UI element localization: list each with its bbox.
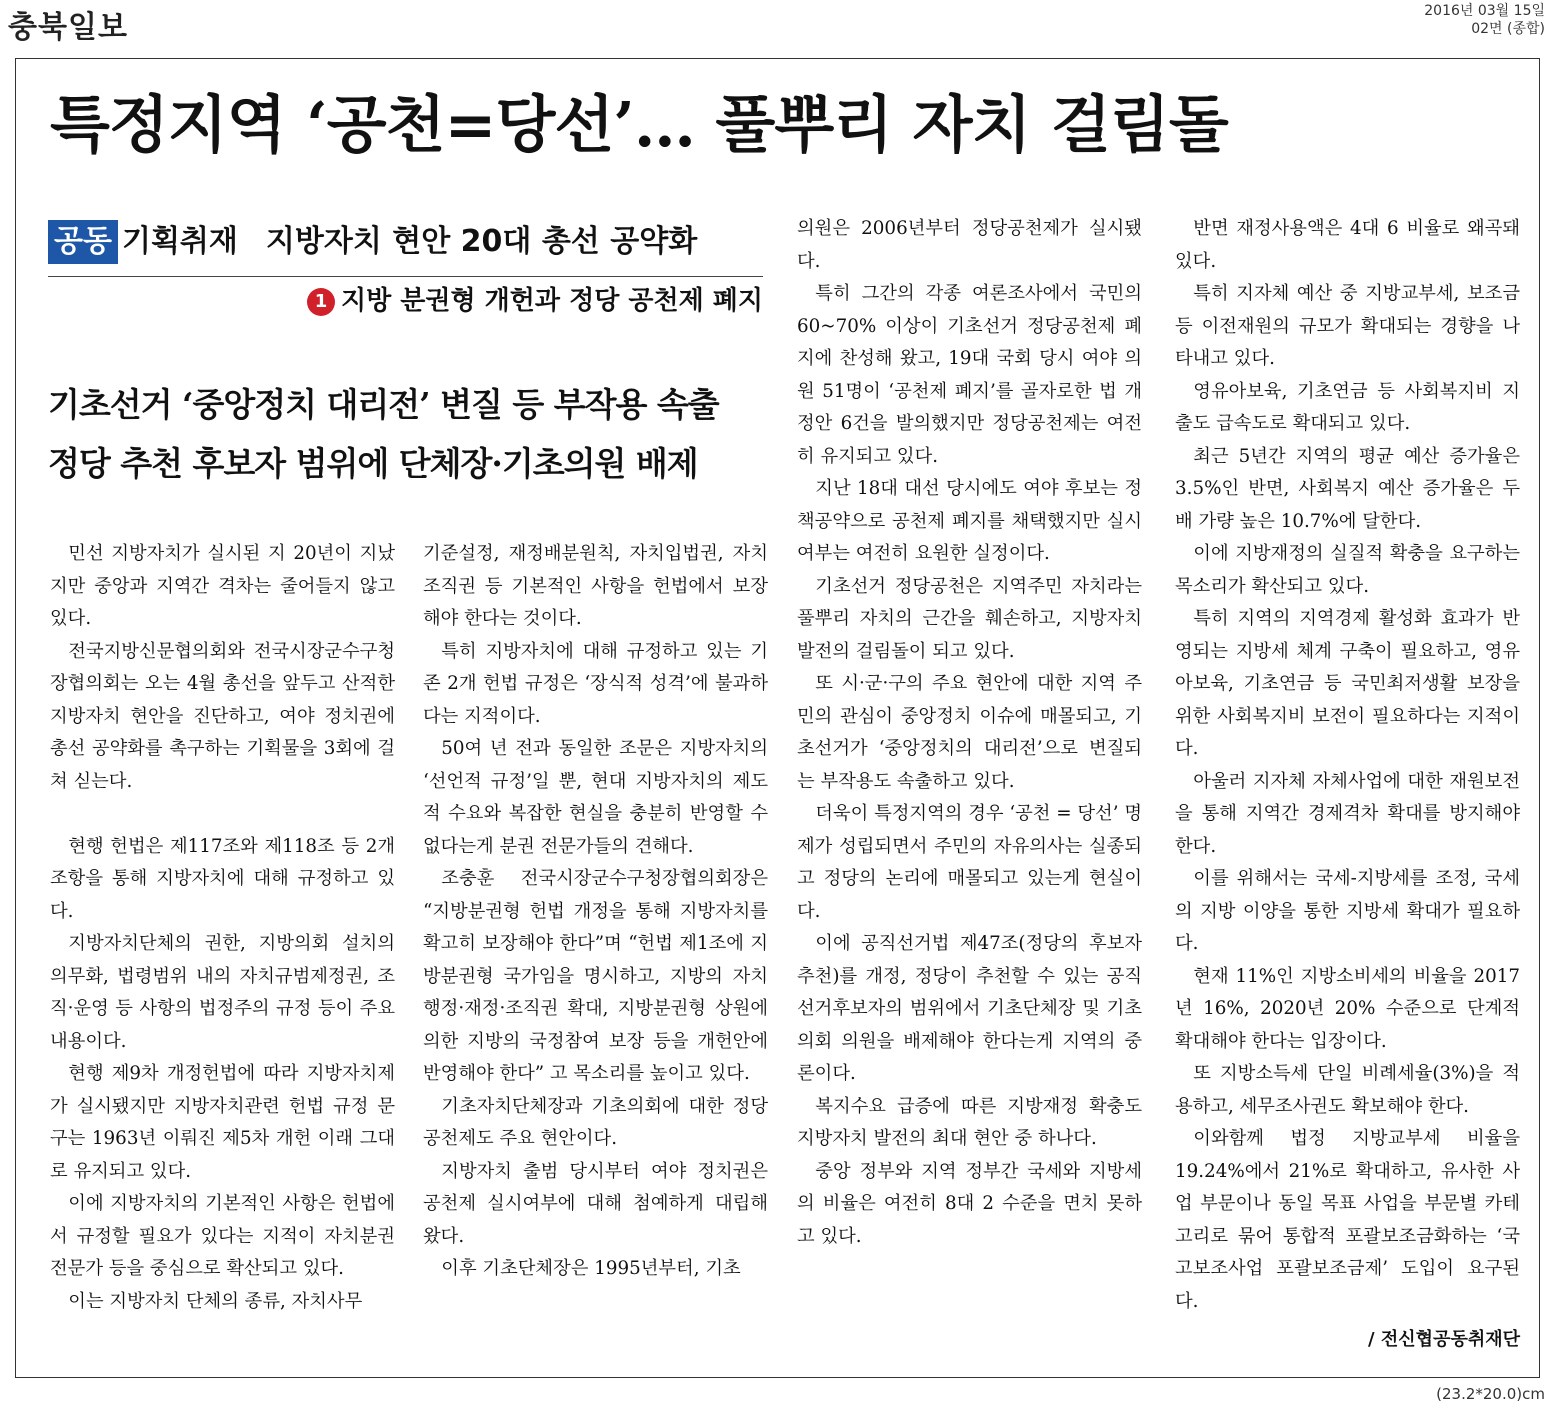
paragraph: 이에 지방재정의 실질적 확충을 요구하는 목소리가 확산되고 있다. — [1175, 543, 1520, 597]
paragraph: 지난 18대 대선 당시에도 여야 후보는 정책공약으로 공천제 폐지를 채택했지만 실시 여부는 여전히 요원한 실정이다. — [797, 478, 1142, 564]
series-header — [48, 220, 763, 277]
paragraph: 이에 지방자치의 기본적인 사항은 헌법에서 규정할 필요가 있다는 지적이 자치분권 전문가 등을 중심으로 확산되고 있다. — [50, 1193, 395, 1279]
paragraph: 이를 위해서는 국세-지방세를 조정, 국세의 지방 이양을 통한 지방세 확대가 필요하다. — [1175, 868, 1520, 954]
paragraph: 이후 기초단체장은 1995년부터, 기초 — [441, 1258, 741, 1279]
body-column-2 — [423, 538, 768, 1286]
page-section: 02면 (종합) — [1471, 21, 1545, 37]
paragraph: 특히 지역의 지역경제 활성화 효과가 반영되는 지방세 체계 구축이 필요하고, 영유아보육, 기초연금 등 국민최저생활 보장을 위한 사회복지비 보전이 필요하다는 지적이다. — [1175, 608, 1520, 759]
paragraph: 또 시·군·구의 주요 현안에 대한 지역 주민의 관심이 중앙정치 이슈에 매몰되고, 기초선거가 ‘중앙정치의 대리전’으로 변질되는 부작용도 속출하고 있다. — [797, 673, 1142, 792]
paragraph: 특히 지방자치에 대해 규정하고 있는 기존 2개 헌법 규정은 ‘장식적 성격’에 불과하다는 지적이다. — [423, 640, 768, 727]
paragraph: 조충훈 전국시장군수구청장협의회장은 “지방분권형 헌법 개정을 통해 지방자치를 확고히 보장해야 한다”며 “헌법 제1조에 지방분권형 국가임을 명시하고, 지방의 자치행정·재정·조직권 확대, 지방분권형 상원에 의한 지방의 국정참여 보장 등을 개헌안에 반영해야 한다” 고 목소리를 높이고 있다. — [423, 868, 768, 1084]
paragraph: 현행 제9차 개정헌법에 따라 지방자치제가 실시됐지만 지방자치관련 헌법 규정 문구는 1963년 이뤄진 제5차 개헌 이래 그대로 유지되고 있다. — [50, 1063, 395, 1182]
paragraph: 중앙 정부와 지역 정부간 국세와 지방세의 비율은 여전히 8대 2 수준을 면치 못하고 있다. — [797, 1160, 1142, 1247]
series-label: 기획취재 — [121, 224, 238, 259]
paragraph: 지방자치 출범 당시부터 여야 정치권은 공천제 실시여부에 대해 첨예하게 대립해 왔다. — [423, 1160, 768, 1247]
article-headline: 특정지역 ‘공천=당선’… 풀뿌리 자치 걸림돌 — [50, 88, 1228, 161]
subheadline-2: 정당 추천 후보자 범위에 단체장·기초의원 배제 — [48, 444, 698, 483]
subheadline-1: 기초선거 ‘중앙정치 대리전’ 변질 등 부작용 속출 — [48, 385, 719, 424]
paragraph: 특히 지자체 예산 중 지방교부세, 보조금 등 이전재원의 규모가 확대되는 경향을 나타내고 있다. — [1175, 283, 1520, 369]
paragraph: 영유아보육, 기초연금 등 사회복지비 지출도 급속도로 확대되고 있다. — [1175, 380, 1520, 434]
body-column-3 — [797, 213, 1142, 1253]
paragraph: 이는 지방자치 단체의 종류, 자치사무 — [68, 1290, 363, 1312]
paragraph: 지방자치단체의 권한, 지방의회 설치의 의무화, 법령범위 내의 자치규범제정권, 조직·운영 등 사항의 법정주의 규정 등이 주요 내용이다. — [50, 933, 395, 1052]
paragraph: 민선 지방자치가 실시된 지 20년이 지났지만 중앙과 지역간 격차는 줄어들지 않고 있다. — [50, 543, 395, 629]
paragraph: 이와함께 법정 지방교부세 비율을 19.24%에서 21%로 확대하고, 유사한 사업 부문이나 동일 목표 사업을 부문별 카테고리로 묶어 통합적 포괄보조금화하는 ‘국고보조사업 포괄보조금제’ 도입이 요구된다. — [1175, 1128, 1520, 1312]
paragraph: 아울러 지자체 자체사업에 대한 재원보전을 통해 지역간 경제격차 확대를 방지해야 한다. — [1175, 770, 1520, 857]
part-title: 지방 분권형 개헌과 정당 공천제 폐지 — [341, 286, 763, 316]
masthead-logo: 충북일보 — [8, 10, 128, 45]
paragraph: 반면 재정사용액은 4대 6 비율로 왜곡돼 있다. — [1175, 218, 1520, 272]
paragraph: 현재 11%인 지방소비세의 비율을 2017년 16%, 2020년 20% 수준으로 단계적 확대해야 한다는 입장이다. — [1175, 965, 1520, 1052]
paragraph: 50여 년 전과 동일한 조문은 지방자치의 ‘선언적 규정’일 뿐, 현대 지방자치의 제도적 수요와 복잡한 현실을 충분히 반영할 수 없다는게 분권 전문가들의 견해다. — [423, 738, 768, 857]
paragraph: 이에 공직선거법 제47조(정당의 후보자 추천)를 개정, 정당이 추천할 수 있는 공직선거후보자의 범위에서 기초단체장 및 기초의회 의원을 배제해야 한다는게 지역의 중론이다. — [797, 933, 1142, 1084]
paragraph: 의원은 2006년부터 정당공천제가 실시됐다. — [797, 218, 1142, 272]
paragraph: 특히 그간의 각종 여론조사에서 국민의 60~70% 이상이 기초선거 정당공천제 폐지에 찬성해 왔고, 19대 국회 당시 여야 의원 51명이 ‘공천제 폐지’를 골자로한 법 개정안 6건을 발의했지만 정당공천제는 여전히 유지되고 있다. — [797, 283, 1142, 467]
part-number-badge: 1 — [307, 288, 335, 316]
body-column-1 — [50, 538, 395, 1318]
paragraph: 전국지방신문협의회와 전국시장군수구청장협의회는 오는 4월 총선을 앞두고 산적한 지방자치 현안을 진단하고, 여야 정치권에 총선 공약화를 촉구하는 기획물을 3회에 걸쳐 싣는다. — [50, 640, 395, 792]
paragraph: 기초자치단체장과 기초의회에 대한 정당공천제도 주요 현안이다. — [423, 1095, 768, 1149]
series-title: 지방자치 현안 20대 총선 공약화 — [265, 224, 698, 259]
series-badge: 공동 — [48, 220, 118, 264]
paragraph: 또 지방소득세 단일 비례세율(3%)을 적용하고, 세무조사권도 확보해야 한다. — [1175, 1063, 1520, 1117]
byline: / 전신협공동취재단 — [1368, 1329, 1520, 1350]
series-part — [307, 284, 763, 318]
paragraph: 더욱이 특정지역의 경우 ‘공천 = 당선’ 명제가 성립되면서 주민의 자유의사는 실종되고 정당의 논리에 매몰되고 있는게 현실이다. — [797, 803, 1142, 922]
body-column-4 — [1175, 213, 1520, 1357]
paragraph: 최근 5년간 지역의 평균 예산 증가율은 3.5%인 반면, 사회복지 예산 증가율은 두 배 가량 높은 10.7%에 달한다. — [1175, 445, 1520, 532]
publication-date: 2016년 03월 15일 — [1424, 3, 1545, 19]
paragraph: 복지수요 급증에 따른 지방재정 확충도 지방자치 발전의 최대 현안 중 하나다. — [797, 1095, 1142, 1149]
paragraph: 기초선거 정당공천은 지역주민 자치라는 풀뿌리 자치의 근간을 훼손하고, 지방자치 발전의 걸림돌이 되고 있다. — [797, 575, 1142, 662]
paragraph: 현행 헌법은 제117조와 제118조 등 2개 조항을 통해 지방자치에 대해 규정하고 있다. — [50, 835, 395, 922]
paragraph: 기준설정, 재정배분원칙, 자치입법권, 자치조직권 등 기본적인 사항을 헌법에서 보장해야 한다는 것이다. — [423, 543, 768, 629]
article-size-note: (23.2*20.0)cm — [1436, 1385, 1545, 1403]
publication-info — [1424, 2, 1545, 38]
